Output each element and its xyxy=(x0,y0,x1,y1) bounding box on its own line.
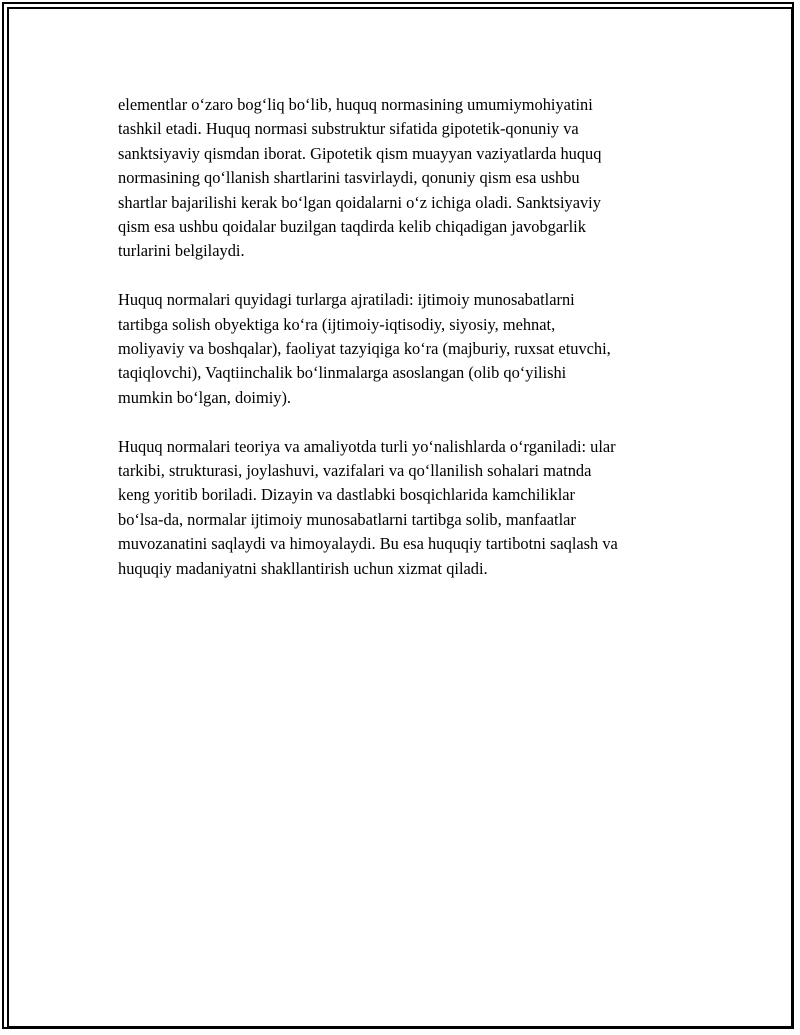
paragraph-1: elementlar o‘zaro bog‘liq bo‘lib, huquq normasining umumiymohiyatini tashkil etadi. Huquq normasi substruktur sifatida gipotetik-qonuniy va sanktsiyaviy qismdan iborat. Gipotetik qism muayyan vaziyatlarda huquq normasining qo‘llanish shartlarini tasvirlaydi, qonuniy qism esa ushbu shartlar bajarilishi kerak bo‘lgan qoidalarni o‘z ichiga oladi. Sanktsiyaviy qism esa ushbu qoidalar buzilgan taqdirda kelib chiqadigan javobgarlik turlarini belgilaydi. xyxy=(118,95,602,261)
paragraph-3: Huquq normalari teoriya va amaliyotda turli yo‘nalishlarda o‘rganiladi: ular tarkibi, strukturasi, joylashuvi, vazifalari va qo‘llanilish sohalari matnda keng yoritib boriladi. Dizayin va dastlabki bosqichlarida kamchiliklar bo‘lsa-da, normalar ijtimoiy munosabatlarni tartibga solib, manfaatlar muvozanatini saqlaydi va himoyalaydi. Bu esa huquqiy tartibotni saqlash va huquqiy madaniyatni shakllantirish uchun xizmat qiladi. xyxy=(118,436,618,578)
paragraph-2: Huquq normalari quyidagi turlarga ajratiladi: ijtimoiy munosabatlarni tartibga solish obyektiga ko‘ra (ijtimoiy-iqtisodiy, siyosiy, mehnat, moliyaviy va boshqalar), faoliyat tazyiqiga ko‘ra (majburiy, ruxsat etuvchi, taqiqlovchi), Vaqtiinchalik bo‘linmalarga asoslangan (olib qo‘yilishi mumkin bo‘lgan, doimiy). xyxy=(118,290,611,407)
document-body xyxy=(118,93,688,581)
